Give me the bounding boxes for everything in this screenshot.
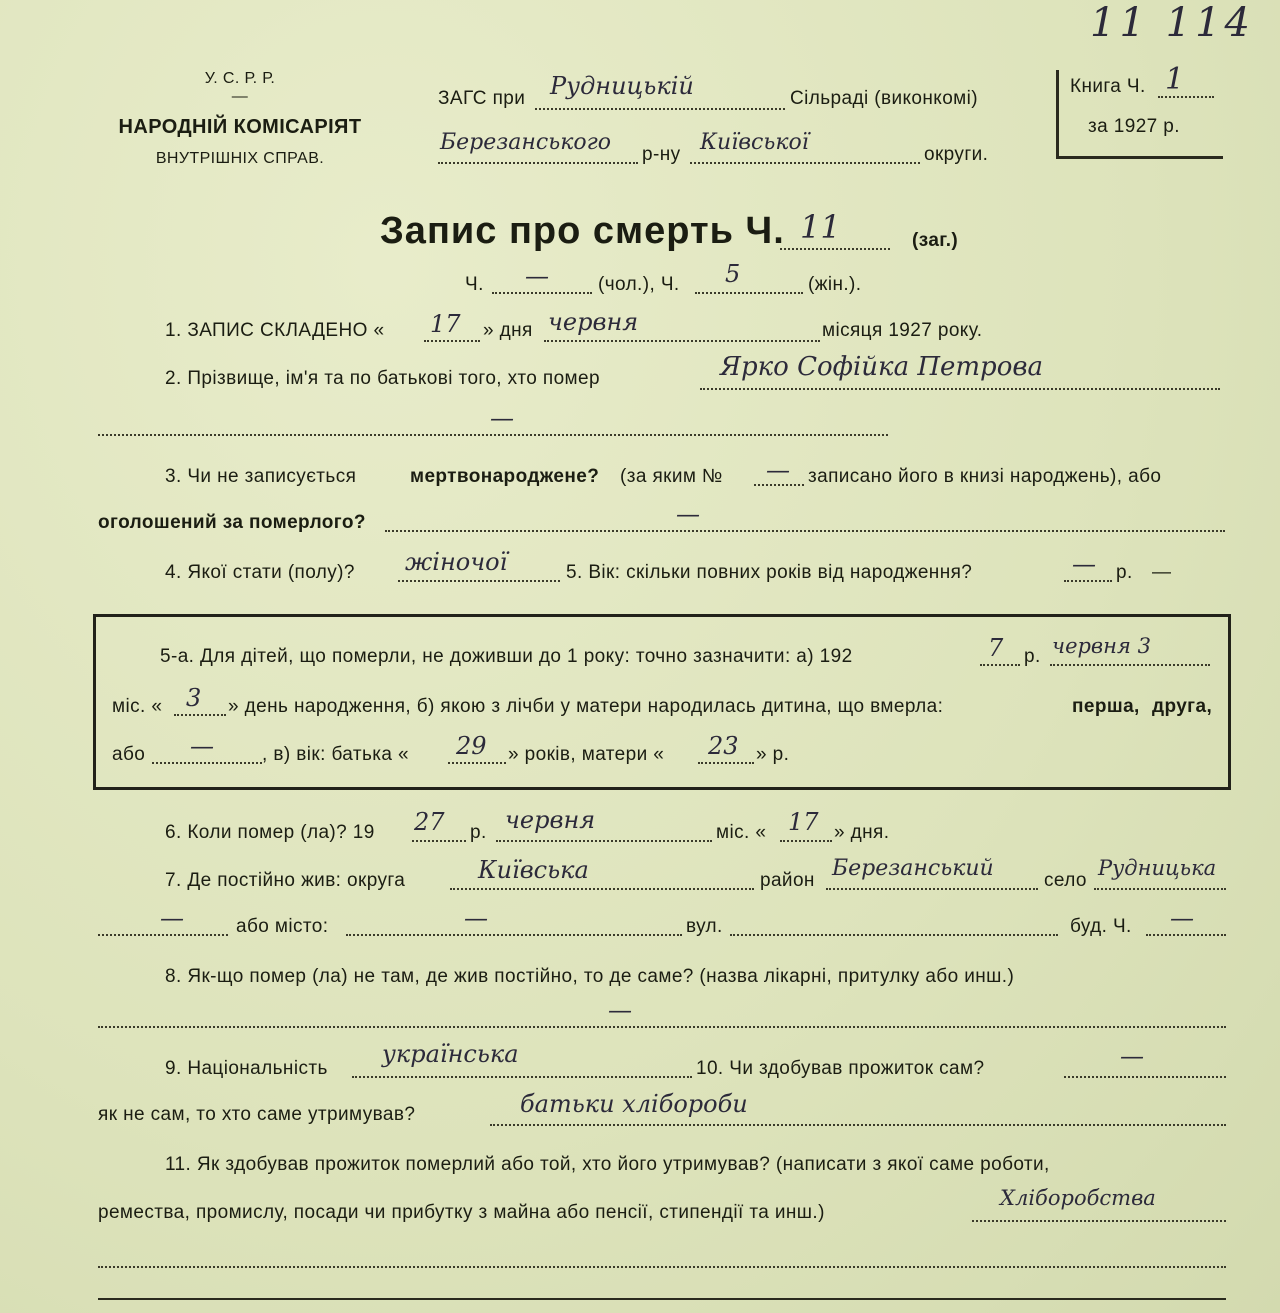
f5a-month-line <box>1050 664 1210 666</box>
f5a-r-label: р. <box>1024 646 1041 667</box>
f9-label: 9. Національність <box>165 1058 328 1079</box>
f2-cont-value: — <box>490 404 514 432</box>
f5a-line1: 5-а. Для дітей, що померли, не доживши до 1 року: точно зазначити: а) 192 <box>160 646 853 667</box>
f5-value: — <box>1072 550 1096 578</box>
zags-village-line <box>535 108 785 110</box>
f7-selo-line <box>1094 888 1226 890</box>
f3-label-c: записано його в книзі народжень), або <box>808 466 1162 487</box>
f3-num-line <box>754 484 804 486</box>
f6-month-line <box>496 840 712 842</box>
f5a-bold-b: друга, <box>1152 696 1213 717</box>
f7-selo-label: село <box>1044 870 1087 891</box>
f11-cont-line <box>98 1266 1226 1268</box>
f10-value2: батьки хлібороби <box>520 1090 748 1118</box>
f5-value-line <box>1064 580 1112 582</box>
f1-mid: » дня <box>483 320 533 341</box>
title-male-line <box>492 292 592 294</box>
f5a-year-line <box>980 664 1020 666</box>
f11-value-line <box>972 1220 1226 1222</box>
f7-dash-value: — <box>160 904 184 932</box>
f10-label2: як не сам, то хто саме утримував? <box>98 1104 416 1125</box>
f9-value: українська <box>382 1040 519 1068</box>
f8-value: — <box>608 996 632 1024</box>
f7-label: 7. Де постійно жив: округа <box>165 870 406 891</box>
f7-misto-line <box>346 934 682 936</box>
f8-value-line <box>98 1026 1226 1028</box>
zags-prefix: ЗАГС при <box>438 88 526 109</box>
zags-okruha-line <box>690 162 920 164</box>
f6-day-line <box>780 840 832 842</box>
f4-value-line <box>398 580 560 582</box>
f7-misto-label: або місто: <box>236 916 329 937</box>
f2-label: 2. Прізвище, ім'я та по батькові того, хто помер <box>165 368 600 389</box>
f10-value-line <box>1064 1076 1226 1078</box>
f7-vul-label: вул. <box>686 916 723 937</box>
f8-label: 8. Як-що помер (ла) не там, де жив постійно, то де саме? (назва лікарні, притулку або инш.) <box>165 966 1015 987</box>
f6-day-value: 17 <box>788 808 819 836</box>
f5a-line3: , в) вік: батька « <box>262 744 409 765</box>
f7-raion-value: Березанський <box>832 856 994 881</box>
f5-dash: — <box>1152 562 1172 583</box>
header-dash: — <box>231 88 249 105</box>
zags-village-value: Рудницькій <box>550 72 694 100</box>
f5a-other-line <box>152 762 262 764</box>
f5a-day-line <box>174 714 226 716</box>
f5a-line2: » день народження, б) якою з лічби у матери народилась дитина, що вмерла: <box>228 696 944 717</box>
f3-label-b: (за яким № <box>620 466 723 487</box>
f5a-father-line <box>448 762 506 764</box>
f5a-day-value: 3 <box>186 684 202 712</box>
f6-label: 6. Коли помер (ла)? 19 <box>165 822 375 843</box>
archive-number: 11 114 <box>1090 0 1254 46</box>
f6-mis: міс. « <box>716 822 767 843</box>
f2-cont-line <box>98 434 888 436</box>
f7-okruha-line <box>450 888 754 890</box>
f5-suffix: р. <box>1116 562 1133 583</box>
f7-okruha-value: Київська <box>478 856 589 884</box>
f2-value-line <box>700 388 1220 390</box>
f1-day-value: 17 <box>430 310 461 338</box>
f4-value: жіночої <box>405 548 508 576</box>
f9-value-line <box>352 1076 692 1078</box>
title-number-line <box>780 248 890 250</box>
f5a-line3b: » років, матери « <box>508 744 665 765</box>
zags-okruha-label: округи. <box>924 144 989 165</box>
f6-month-value: червня <box>505 806 596 834</box>
f7-raion-line <box>826 888 1038 890</box>
f10-value2-line <box>490 1124 1226 1126</box>
header-republic: У. С. Р. Р. <box>204 70 276 87</box>
f2-value: Ярко Софійка Петрова <box>720 352 1043 382</box>
f3-num-value: — <box>766 456 790 484</box>
book-year: за 1927 р. <box>1088 116 1180 137</box>
f1-label: 1. ЗАПИС СКЛАДЕНО « <box>165 320 385 341</box>
f7-bud-line <box>1146 934 1226 936</box>
title-female-suffix: (жін.). <box>808 274 862 295</box>
title-number-value: 11 <box>800 208 841 246</box>
f5a-father-value: 29 <box>456 732 487 760</box>
f1-month-line <box>544 340 820 342</box>
f7-bud-value: — <box>1170 904 1194 932</box>
f6-year-line <box>412 840 466 842</box>
f5a-other-value: — <box>190 732 214 760</box>
f5a-month-value: червня 3 <box>1052 634 1151 658</box>
f3-bold-b: оголошений за померлого? <box>98 512 366 533</box>
f4-label: 4. Якої стати (полу)? <box>165 562 355 583</box>
f7-raion-label: район <box>760 870 815 891</box>
f5a-year-value: 7 <box>988 634 1004 662</box>
f1-day-line <box>424 340 480 342</box>
book-label: Книга Ч. <box>1070 76 1146 97</box>
f3-label-a: 3. Чи не записується <box>165 466 357 487</box>
f11-label2: ремества, промислу, посади чи прибутку з майна або пенсії, стипендії та инш.) <box>98 1202 825 1223</box>
f5a-bold-a: перша, <box>1072 696 1140 717</box>
f7-misto-value: — <box>464 904 488 932</box>
f7-dash-line <box>98 934 228 936</box>
f5a-mis-label: міс. « <box>112 696 163 717</box>
f7-selo-value: Рудницька <box>1098 856 1217 880</box>
page-title: Запис про смерть Ч. <box>380 210 785 252</box>
title-male-value: — <box>525 262 549 290</box>
title-male-suffix: (чол.), Ч. <box>598 274 680 295</box>
f1-month-value: червня <box>548 308 639 336</box>
f6-year-value: 27 <box>414 808 445 836</box>
zags-district-label: р-ну <box>642 144 681 165</box>
f5a-abo-label: або <box>112 744 146 765</box>
header-department: ВНУТРІШНІХ СПРАВ. <box>155 150 325 167</box>
f3-value: — <box>676 500 700 528</box>
f1-suffix: місяця 1927 року. <box>822 320 983 341</box>
f11-label: 11. Як здобував прожиток померлий або той, хто його утримував? (написати з якої саме роботи, <box>165 1154 1050 1175</box>
f3-bold-a: мертвонароджене? <box>410 466 600 487</box>
f10-label: 10. Чи здобував прожиток сам? <box>696 1058 985 1079</box>
zags-district-value: Березанського <box>440 130 611 155</box>
header-commissariat: НАРОДНІЙ КОМІСАРІЯТ <box>118 116 362 138</box>
f3-value-line <box>385 530 1225 532</box>
f5-label: 5. Вік: скільки повних років від народження? <box>566 562 973 583</box>
f5a-line3c: » р. <box>756 744 790 765</box>
zags-district-line <box>438 162 638 164</box>
title-female-line <box>695 292 803 294</box>
f6-suffix: » дня. <box>834 822 890 843</box>
f5a-mother-line <box>698 762 754 764</box>
f7-bud-label: буд. Ч. <box>1070 916 1132 937</box>
f10-value: — <box>1120 1042 1144 1070</box>
bottom-rule <box>98 1298 1226 1300</box>
title-suffix: (заг.) <box>912 230 959 251</box>
zags-suffix: Сільраді (виконкомі) <box>790 88 978 109</box>
zags-okruha-value: Київської <box>700 130 809 155</box>
title-male-label: Ч. <box>465 274 484 295</box>
f6-r-label: р. <box>470 822 487 843</box>
book-number-value: 1 <box>1165 62 1185 97</box>
title-female-value: 5 <box>725 260 741 288</box>
f11-value: Хліборобства <box>1000 1186 1156 1210</box>
f7-vul-line <box>730 934 1058 936</box>
f5a-mother-value: 23 <box>708 732 739 760</box>
